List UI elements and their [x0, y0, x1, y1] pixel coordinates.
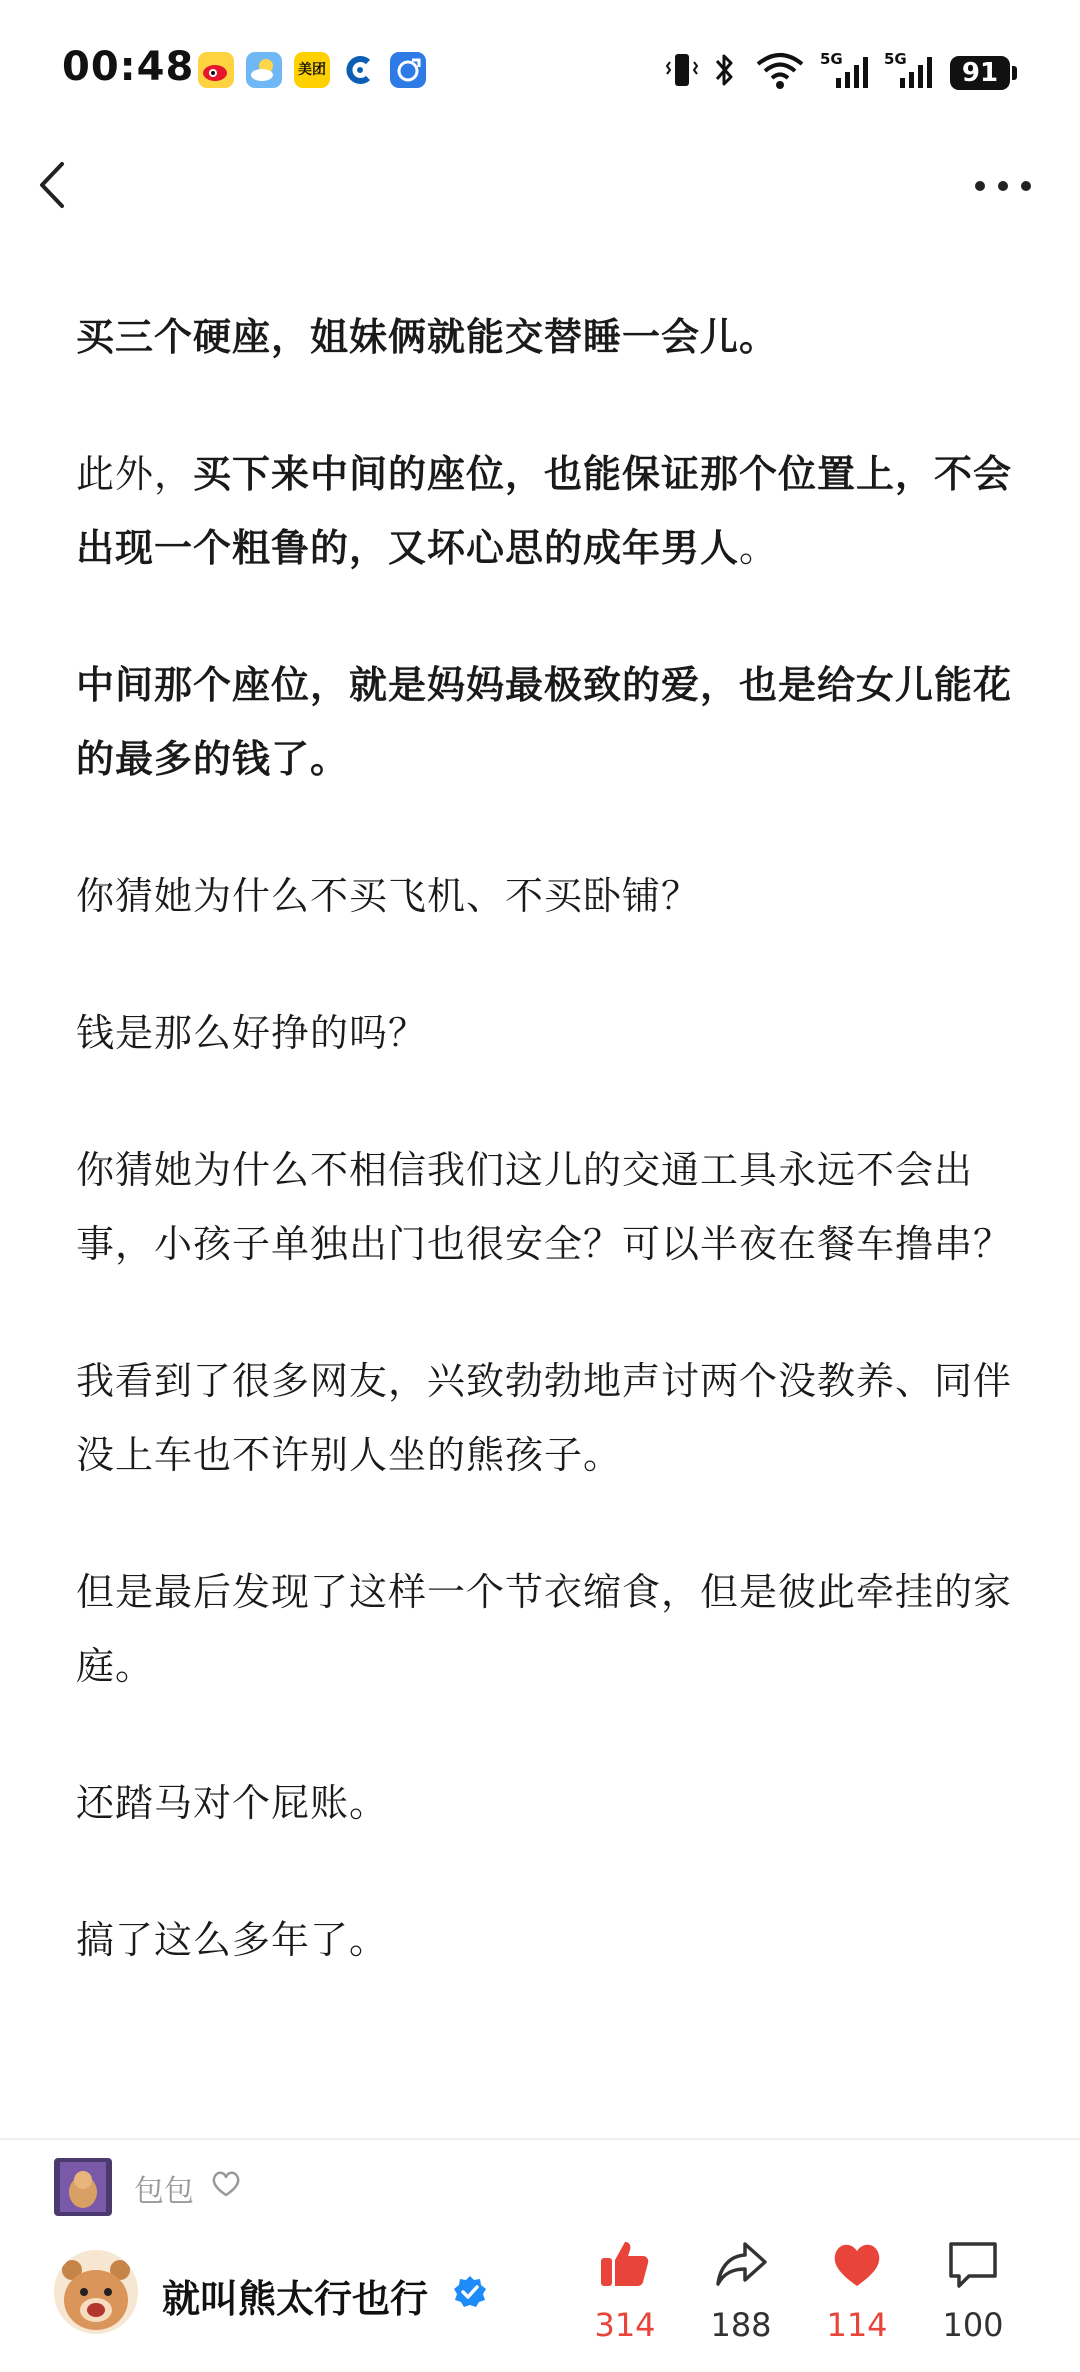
- author-avatar[interactable]: [54, 2250, 138, 2334]
- heart-icon: [829, 2236, 885, 2292]
- paragraph-10: 搞了这么多年了。: [76, 1918, 389, 1962]
- status-bar: [0, 0, 1080, 140]
- meituan-label: 美团: [298, 62, 326, 78]
- paragraph-9: 还踏马对个屁账。: [76, 1781, 389, 1825]
- comment-icon: [945, 2236, 1001, 2292]
- wifi-icon: [754, 48, 806, 92]
- browser-icon: [390, 52, 426, 88]
- share-count: 188: [710, 2306, 772, 2344]
- paragraph-2: [76, 437, 1016, 585]
- paragraph-4: 你猜她为什么不买飞机、不买卧铺？: [76, 874, 701, 918]
- signal-1-icon: [818, 48, 874, 92]
- article-body: [76, 300, 1016, 2040]
- paragraph-2-bold: 买下来中间的座位，也能保证那个位置上，不会出现一个粗鲁的，又坏心思的成年男人: [76, 452, 1013, 570]
- signal-2-icon: [882, 48, 938, 92]
- chevron-left-icon: [32, 158, 72, 212]
- paragraph-8: 但是最后发现了这样一个节衣缩食，但是彼此牵挂的家庭。: [76, 1570, 1013, 1688]
- share-button[interactable]: [686, 2236, 796, 2344]
- share-icon: [713, 2236, 769, 2292]
- like-count: 314: [594, 2306, 656, 2344]
- network-1-label: 5G: [820, 50, 843, 68]
- back-button[interactable]: [32, 158, 72, 212]
- paragraph-1: 买三个硬座，姐妹俩就能交替睡一会儿。: [76, 315, 779, 359]
- favorite-button[interactable]: [802, 2236, 912, 2344]
- quote-user-name[interactable]: 包包: [134, 2174, 194, 2209]
- favorite-count: 114: [826, 2306, 888, 2344]
- comment-count: 100: [942, 2306, 1004, 2344]
- bank-icon: [342, 52, 378, 88]
- paragraph-2-lead: 此外，: [76, 452, 194, 496]
- footer-divider: [0, 2138, 1080, 2140]
- bluetooth-icon: [710, 48, 738, 92]
- quote-heart-icon[interactable]: [210, 2170, 242, 2198]
- paragraph-2-end: 。: [739, 526, 779, 570]
- verified-badge-icon: [452, 2274, 488, 2310]
- meituan-icon: [294, 52, 330, 88]
- battery-indicator: 91: [950, 56, 1010, 90]
- comment-button[interactable]: [918, 2236, 1028, 2344]
- like-button[interactable]: [570, 2236, 680, 2344]
- author-name[interactable]: 就叫熊太行也行: [162, 2277, 429, 2321]
- status-time: 00:48: [62, 44, 195, 90]
- quote-thumbnail[interactable]: [54, 2158, 112, 2216]
- battery-tip: [1012, 66, 1017, 80]
- paragraph-7: 我看到了很多网友，兴致勃勃地声讨两个没教养、同伴没上车也不许别人坐的熊孩子。: [76, 1359, 1013, 1477]
- weibo-icon: [198, 52, 234, 88]
- more-dots-icon: [972, 168, 1034, 204]
- paragraph-6: 你猜她为什么不相信我们这儿的交通工具永远不会出事，小孩子单独出门也很安全？可以半夜在餐车撸串？: [76, 1148, 1013, 1266]
- more-button[interactable]: [972, 168, 1034, 204]
- vibrate-icon: [664, 48, 700, 92]
- paragraph-3: 中间那个座位，就是妈妈最极致的爱，也是给女儿能花的最多的钱了。: [76, 663, 1013, 781]
- network-2-label: 5G: [884, 50, 907, 68]
- paragraph-5: 钱是那么好挣的吗？: [76, 1011, 428, 1055]
- thumbs-up-icon: [597, 2236, 653, 2292]
- weather-icon: [246, 52, 282, 88]
